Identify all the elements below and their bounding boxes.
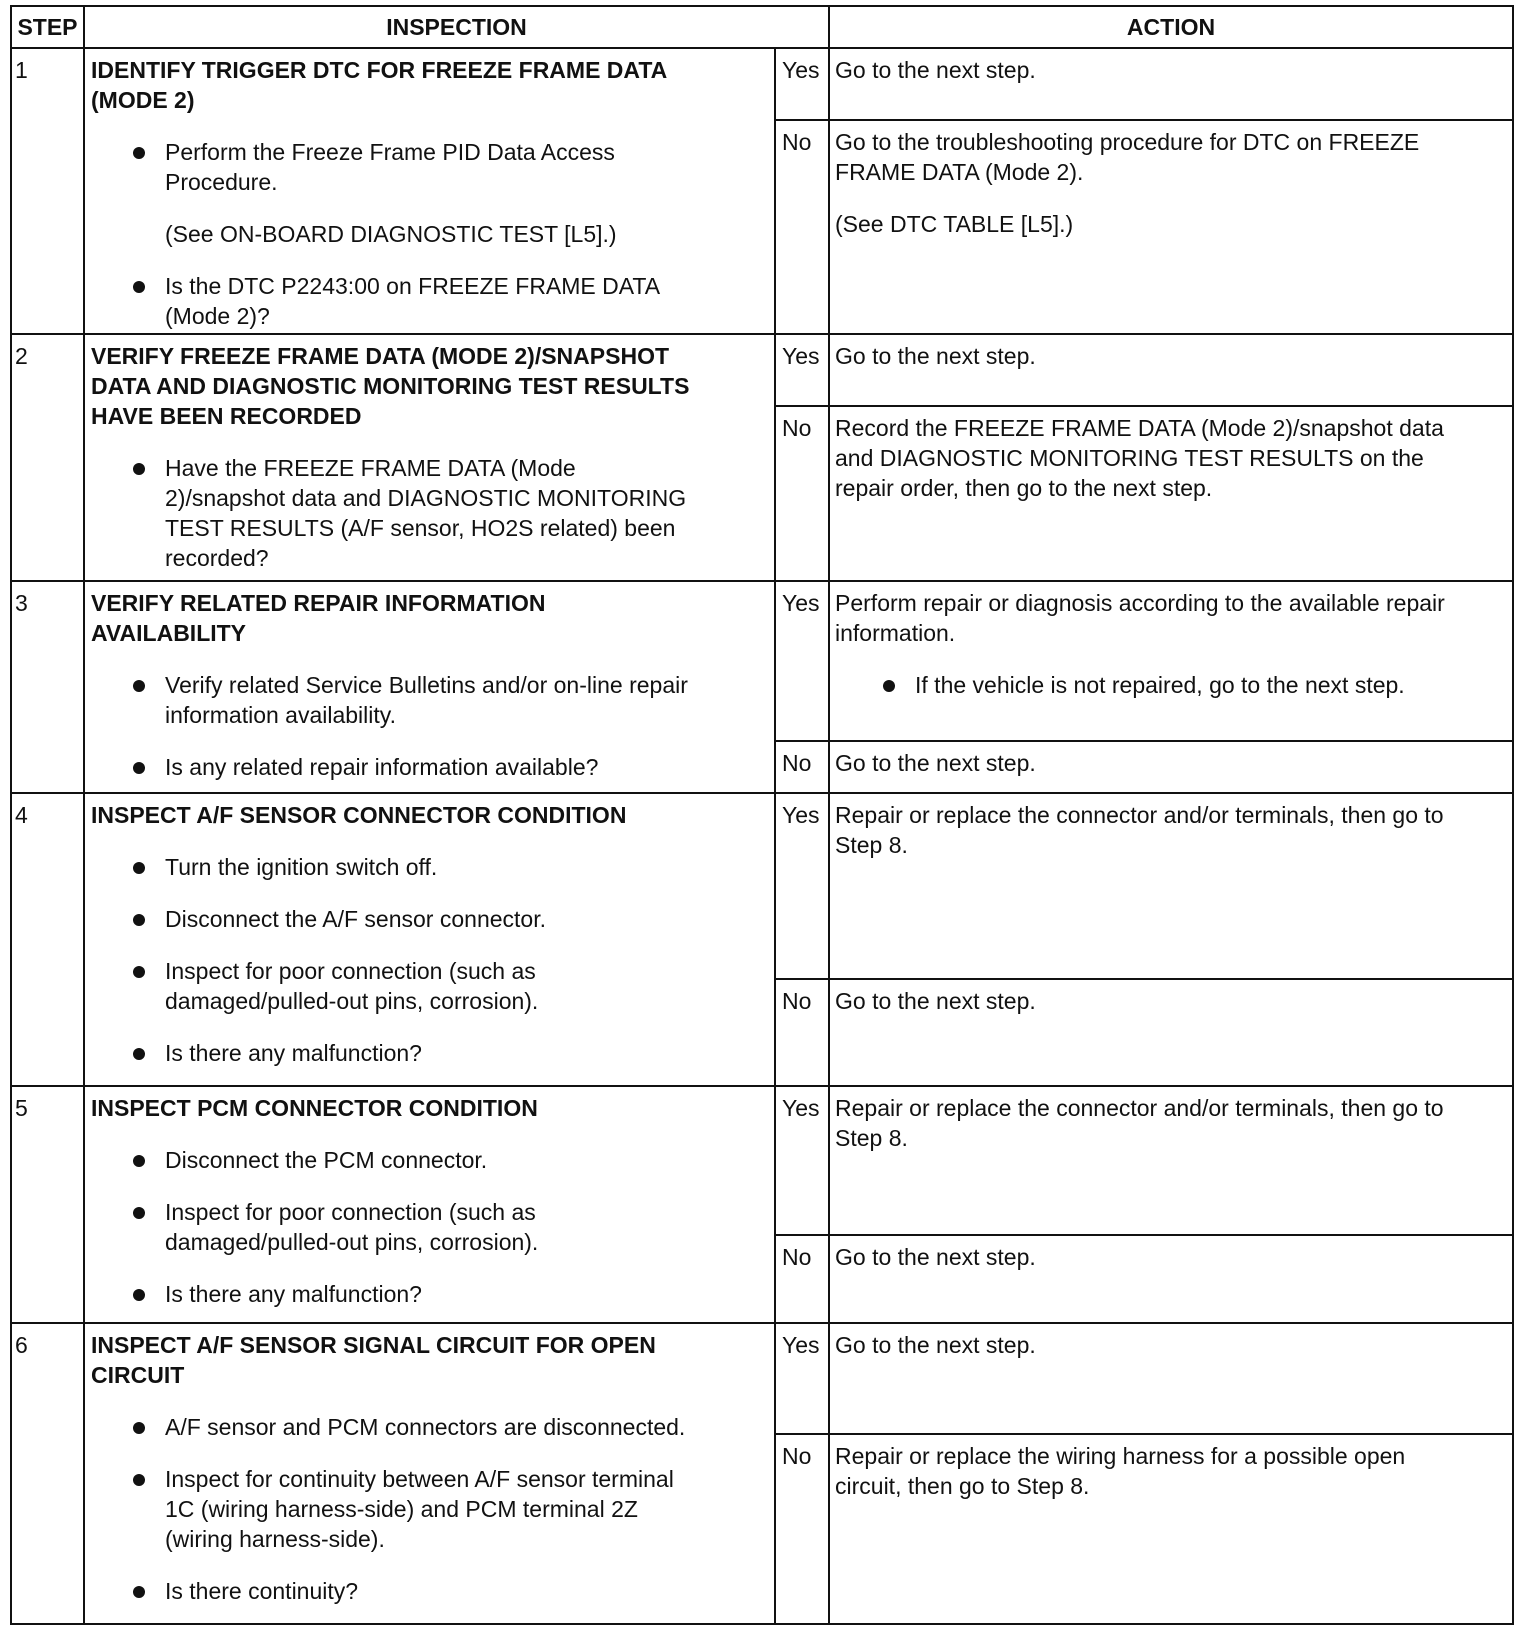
inspection-bullet: A/F sensor and PCM connectors are disconnected.	[91, 1412, 768, 1442]
header-action: ACTION	[829, 6, 1513, 48]
inspection-bullets	[91, 271, 768, 331]
step-title: IDENTIFY TRIGGER DTC FOR FREEZE FRAME DATA (MODE 2)	[91, 57, 668, 113]
inspection-bullet: Have the FREEZE FRAME DATA (Mode 2)/snapshot data and DIAGNOSTIC MONITORING TEST RESULTS (A/F sensor, HO2S related) been recorded?	[91, 453, 768, 573]
table-row	[11, 581, 1513, 741]
yes-label: Yes	[775, 48, 829, 120]
header-row	[11, 6, 1513, 48]
bullet-icon	[883, 680, 895, 692]
inspection-bullet: Is any related repair information available?	[91, 752, 768, 782]
table-row	[11, 1323, 1513, 1434]
yes-action: Go to the next step.	[829, 48, 1513, 120]
bullet-icon	[133, 1289, 145, 1301]
yes-action: Repair or replace the connector and/or terminals, then go to Step 8.	[829, 1086, 1513, 1235]
yes-label: Yes	[775, 793, 829, 979]
bullet-icon	[133, 680, 145, 692]
no-label: No	[775, 406, 829, 581]
bullet-icon	[133, 862, 145, 874]
step-number: 4	[11, 793, 84, 1086]
yes-action: Go to the next step.	[829, 334, 1513, 406]
inspection-bullets	[91, 453, 768, 573]
step-title: INSPECT A/F SENSOR SIGNAL CIRCUIT FOR OPEN CIRCUIT	[91, 1332, 656, 1388]
step-number: 2	[11, 334, 84, 581]
table-row	[11, 48, 1513, 120]
no-action: Repair or replace the wiring harness for a possible open circuit, then go to Step 8.	[829, 1434, 1513, 1624]
inspection-bullet: Perform the Freeze Frame PID Data Access Procedure.	[91, 137, 768, 197]
step-number: 6	[11, 1323, 84, 1624]
no-action: Go to the troubleshooting procedure for DTC on FREEZE FRAME DATA (Mode 2). (See DTC TABLE [L5].)	[829, 120, 1513, 334]
yes-label: Yes	[775, 581, 829, 741]
no-label: No	[775, 120, 829, 334]
bullet-icon	[133, 762, 145, 774]
step-number: 1	[11, 48, 84, 334]
header-step: STEP	[11, 6, 84, 48]
inspection-cell	[84, 1086, 775, 1323]
bullet-icon	[133, 1422, 145, 1434]
bullet-icon	[133, 147, 145, 159]
no-action: Go to the next step.	[829, 741, 1513, 793]
reference-note: (See ON-BOARD DIAGNOSTIC TEST [L5].)	[165, 221, 617, 247]
bullet-icon	[133, 463, 145, 475]
bullet-icon	[133, 1048, 145, 1060]
inspection-bullets	[91, 670, 768, 782]
diagnostic-procedure-sheet	[10, 5, 1512, 1625]
table-row	[11, 1086, 1513, 1235]
yes-label: Yes	[775, 1323, 829, 1434]
bullet-icon	[133, 914, 145, 926]
yes-action: Go to the next step.	[829, 1323, 1513, 1434]
inspection-bullet: Inspect for poor connection (such as damaged/pulled-out pins, corrosion).	[91, 1197, 768, 1257]
bullet-icon	[133, 1474, 145, 1486]
inspection-bullets	[91, 1412, 768, 1606]
bullet-icon	[133, 1155, 145, 1167]
inspection-bullet: Disconnect the A/F sensor connector.	[91, 904, 768, 934]
step-title: VERIFY RELATED REPAIR INFORMATION AVAILABILITY	[91, 590, 546, 646]
inspection-cell	[84, 1323, 775, 1624]
step-title: INSPECT A/F SENSOR CONNECTOR CONDITION	[91, 802, 627, 828]
action-bullets	[835, 670, 1508, 700]
no-action: Record the FREEZE FRAME DATA (Mode 2)/snapshot data and DIAGNOSTIC MONITORING TEST RESULTS on the repair order, then go to the next step.	[829, 406, 1513, 581]
inspection-bullets	[91, 1145, 768, 1309]
no-action: Go to the next step.	[829, 979, 1513, 1086]
step-number: 3	[11, 581, 84, 793]
header-inspection: INSPECTION	[84, 6, 829, 48]
inspection-cell	[84, 581, 775, 793]
step-title: VERIFY FREEZE FRAME DATA (MODE 2)/SNAPSHOT DATA AND DIAGNOSTIC MONITORING TEST RESULTS HAVE BEEN RECORDED	[91, 343, 690, 429]
inspection-bullet: Is there any malfunction?	[91, 1279, 768, 1309]
diagnostic-table	[10, 5, 1514, 1625]
no-label: No	[775, 1434, 829, 1624]
table-row	[11, 793, 1513, 979]
inspection-bullet: Turn the ignition switch off.	[91, 852, 768, 882]
bullet-icon	[133, 966, 145, 978]
step-title: INSPECT PCM CONNECTOR CONDITION	[91, 1095, 538, 1121]
inspection-cell	[84, 793, 775, 1086]
inspection-bullet: Inspect for poor connection (such as damaged/pulled-out pins, corrosion).	[91, 956, 768, 1016]
inspection-bullets	[91, 137, 768, 197]
inspection-bullet: Is the DTC P2243:00 on FREEZE FRAME DATA (Mode 2)?	[91, 271, 768, 331]
reference-note: (See DTC TABLE [L5].)	[835, 211, 1074, 237]
bullet-icon	[133, 1207, 145, 1219]
inspection-bullets	[91, 852, 768, 1068]
yes-action: Perform repair or diagnosis according to the available repair information. If the vehicle is not repaired, go to the next step.	[829, 581, 1513, 741]
yes-label: Yes	[775, 334, 829, 406]
bullet-icon	[133, 281, 145, 293]
inspection-cell	[84, 48, 775, 334]
inspection-bullet: Disconnect the PCM connector.	[91, 1145, 768, 1175]
no-label: No	[775, 979, 829, 1086]
inspection-bullet: Is there continuity?	[91, 1576, 768, 1606]
bullet-icon	[133, 1586, 145, 1598]
no-action: Go to the next step.	[829, 1235, 1513, 1323]
inspection-bullet: Inspect for continuity between A/F sensor terminal 1C (wiring harness-side) and PCM terminal 2Z (wiring harness-side).	[91, 1464, 768, 1554]
inspection-bullet: Is there any malfunction?	[91, 1038, 768, 1068]
yes-action: Repair or replace the connector and/or terminals, then go to Step 8.	[829, 793, 1513, 979]
yes-label: Yes	[775, 1086, 829, 1235]
no-label: No	[775, 741, 829, 793]
action-bullet: If the vehicle is not repaired, go to the next step.	[835, 670, 1508, 700]
inspection-bullet: Verify related Service Bulletins and/or on-line repair information availability.	[91, 670, 768, 730]
step-number: 5	[11, 1086, 84, 1323]
inspection-cell	[84, 334, 775, 581]
table-row	[11, 334, 1513, 406]
no-label: No	[775, 1235, 829, 1323]
